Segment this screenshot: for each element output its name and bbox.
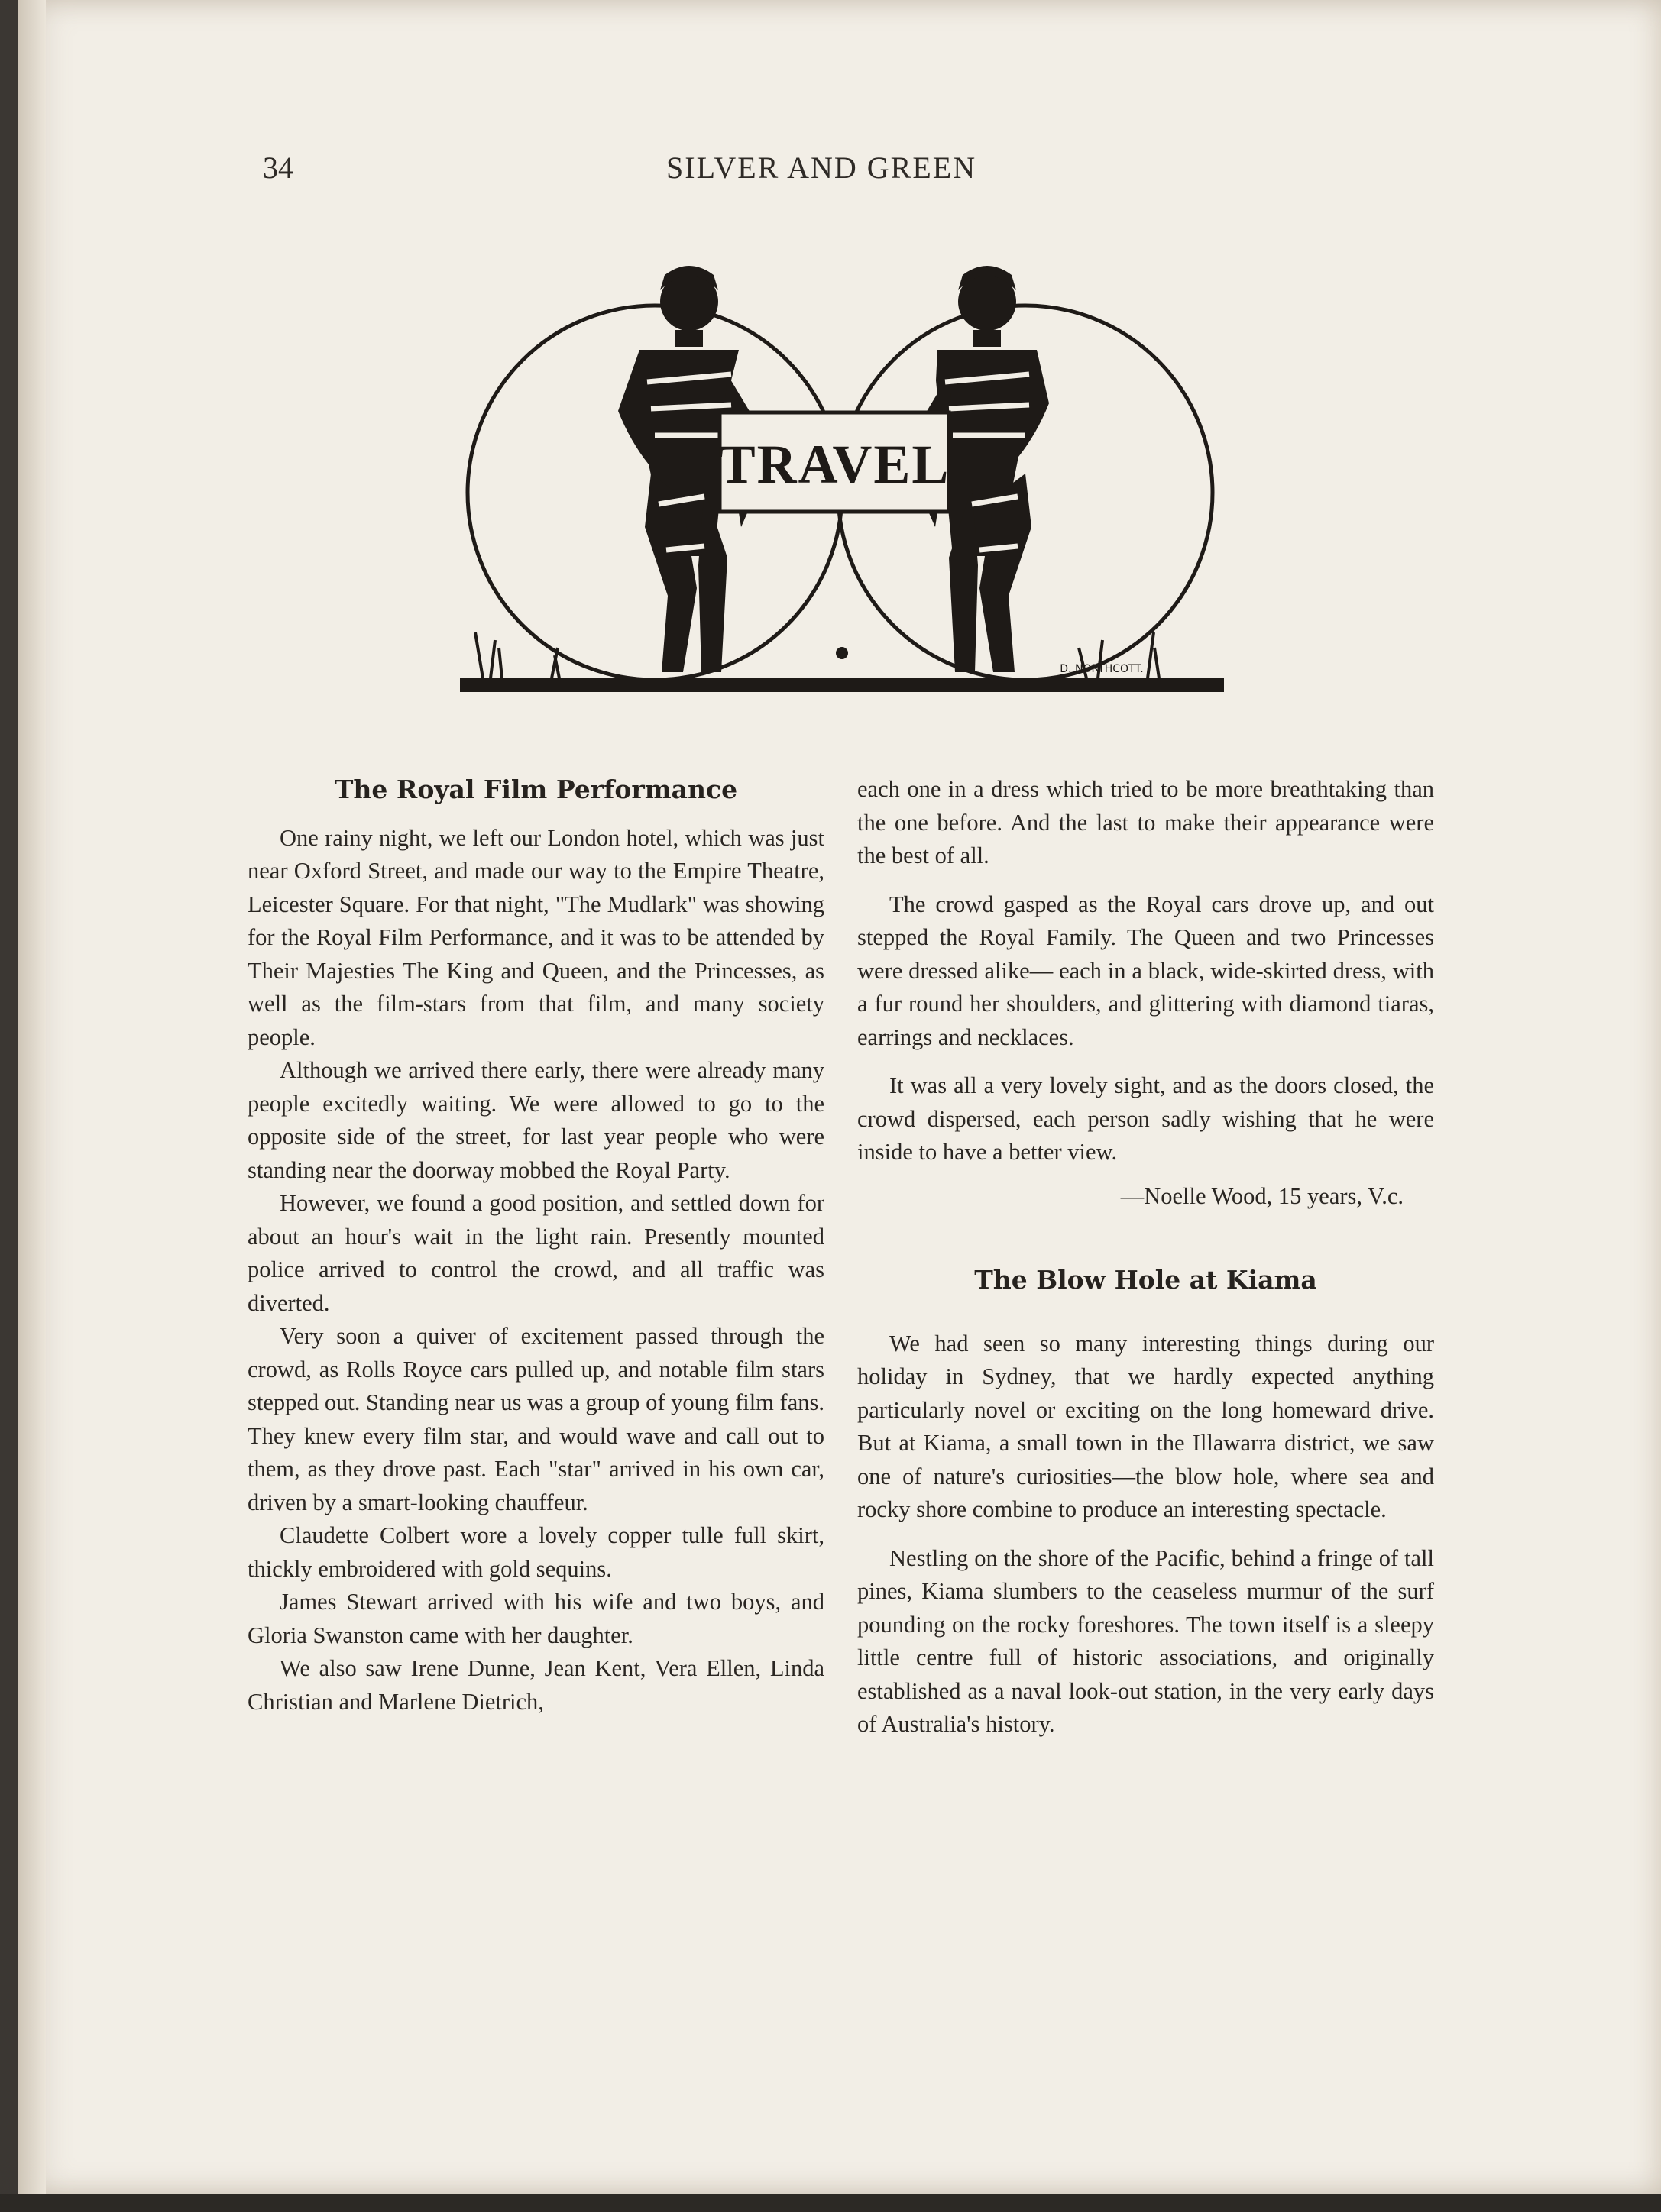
journal-title: SILVER AND GREEN bbox=[666, 150, 977, 185]
paragraph: The crowd gasped as the Royal cars drove up, and out stepped the Royal Family. The Queen and two Princesses were dressed alike— each in a black, wide-skirted dress, with a fur round her shoulders, and glittering with diamond tiaras, earrings and necklaces. bbox=[857, 891, 1434, 1050]
grass-tufts bbox=[475, 632, 1159, 678]
paragraph: Very soon a quiver of excitement passed through the crowd, as Rolls Royce cars pulled up, and notable film stars stepped out. Standing near us was a group of young film fans. They knew every film star, and would wave and call out to them, as they drove past. Each "star" arrived in his own car, driven by a smart-looking chauffeur. bbox=[248, 1323, 824, 1515]
scan-bottom-edge bbox=[0, 2194, 1661, 2212]
paragraph: However, we found a good position, and settled down for about an hour's wait in the light rain. Presently mounted police arrived to control the crowd, and all traffic was diverted. bbox=[248, 1190, 824, 1316]
paragraph: Although we arrived there early, there were already many people excitedly waiting. We were allowed to go to the opposite side of the street, for last year people who were standing near the doorway mobbed the Royal Party. bbox=[248, 1057, 824, 1183]
page-binding-edge bbox=[18, 0, 46, 2194]
artist-signature: D. NORTHCOTT. bbox=[1060, 663, 1144, 675]
paragraph: It was all a very lovely sight, and as the doors closed, the crowd dispersed, each person sadly wishing that he were inside to have a better view. bbox=[857, 1072, 1434, 1165]
travel-banner-text: TRAVEL bbox=[718, 434, 950, 495]
left-column bbox=[248, 773, 824, 1719]
paragraph: One rainy night, we left our London hotel, which was just near Oxford Street, and made our way to the Empire Theatre, Leicester Square. For that night, "The Mudlark" was showing for the Royal Film Performance, and it was to be attended by Their Majesties The King and Queen, and the Princesses, as well as the film-stars from that film, and many society people. bbox=[248, 824, 824, 1050]
article-heading-royal-film: The Royal Film Performance bbox=[334, 775, 738, 804]
paragraph-continuation: each one in a dress which tried to be more breathtaking than the one before. And the last to make their appearance were the best of all. bbox=[857, 776, 1434, 868]
paragraph: We also saw Irene Dunne, Jean Kent, Vera Ellen, Linda Christian and Marlene Dietrich, bbox=[248, 1655, 824, 1715]
paragraph: Claudette Colbert wore a lovely copper tulle full skirt, thickly embroidered with gold sequins. bbox=[248, 1522, 824, 1582]
paragraph: We had seen so many interesting things during our holiday in Sydney, that we hardly expected anything particularly novel or exciting on the long homeward drive. But at Kiama, a small town in the Illawarra district, we saw one of nature's curiosities—the blow hole, where sea and rocky shore combine to produce an interesting spectacle. bbox=[857, 1330, 1434, 1522]
magazine-page bbox=[18, 0, 1661, 2194]
author-signature: —Noelle Wood, 15 years, V.c. bbox=[1120, 1182, 1404, 1209]
paragraph: James Stewart arrived with his wife and two boys, and Gloria Swanston came with her daughter. bbox=[248, 1589, 824, 1648]
ground-bar bbox=[460, 678, 1224, 692]
decorative-dot bbox=[836, 647, 848, 659]
right-column bbox=[857, 773, 1434, 1741]
page-number: 34 bbox=[263, 150, 293, 185]
travel-illustration bbox=[460, 260, 1224, 695]
paragraph: Nestling on the shore of the Pacific, behind a fringe of tall pines, Kiama slumbers to the ceaseless murmur of the surf pounding on the rocky foreshores. The town itself is a sleepy little centre full of historic associations, and originally established as a naval look-out station, in the very early days of Australia's history. bbox=[857, 1544, 1434, 1737]
article-heading-blow-hole: The Blow Hole at Kiama bbox=[974, 1265, 1317, 1295]
